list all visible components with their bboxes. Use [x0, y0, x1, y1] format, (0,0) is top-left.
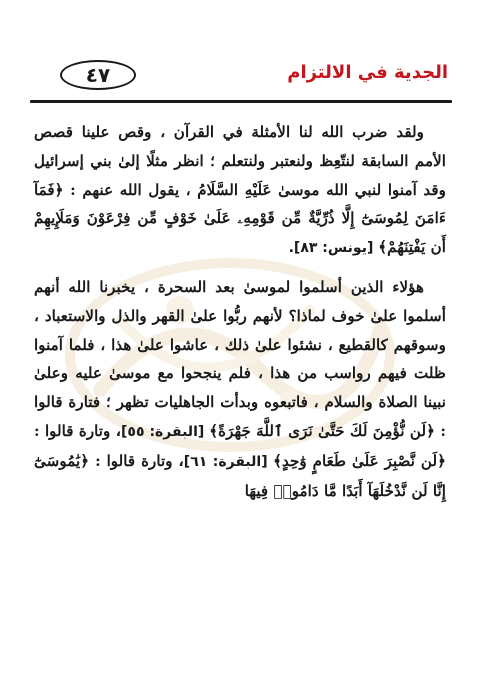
header-rule	[30, 100, 452, 103]
quran-verse-maidah-24: يَٰمُوسَىٰٓ إِنَّا لَن نَّدْخُلَهَآ أَبَدًا مَّا دَامُوا۟ فِيهَا	[34, 451, 446, 500]
body-text	[34, 118, 446, 505]
verse-reference: [يونس: ٨٣].	[288, 240, 379, 257]
running-title: الجدية في الالتزام	[287, 62, 448, 83]
page-number: ٤٧	[60, 60, 136, 90]
quran-open-bracket: ﴿	[437, 451, 446, 470]
quran-open-bracket: ﴿	[80, 451, 90, 470]
paragraph-1	[34, 118, 446, 263]
quran-verse-baqarah-55: لَن نُّؤْمِنَ لَكَ حَتَّىٰ نَرَى ٱللَّهَ جَهْرَةً	[218, 421, 427, 440]
quran-open-bracket: ﴿	[426, 421, 436, 440]
quran-close-bracket: ﴾	[378, 238, 388, 257]
verse-reference: [البقرة: ٦١]،	[178, 453, 274, 470]
paragraph-2-text-2: وتارة قالوا :	[34, 421, 116, 440]
page-header	[30, 56, 452, 96]
paragraph-1-text: ولقد ضرب الله لنا الأمثلة في القرآن ، وقص علينا قصص الأمم السابقة لنتّعِظ ولنعتبر ولنتعلم ؛ انظر مثلًا إلىٰ بني إسرائيل وقد آمنوا لنبي الله موسىٰ عَلَيْهِ السَّلَامُ ، يقول الله عنهم :	[34, 123, 446, 199]
quran-verse-baqarah-61: لَن نَّصْبِرَ عَلَىٰ طَعَامٍ وَٰحِدٍ	[282, 451, 438, 470]
paragraph-2-text-3: وتارة قالوا :	[89, 451, 179, 470]
quran-verse-yunus-83: فَمَآ ءَامَنَ لِمُوسَىٰٓ إِلَّا ذُرِّيَّةٌ مِّن قَوْمِهِۦ عَلَىٰ خَوْفٍ مِّن فِرْعَوْنَ وَمَلَإِيهِمْ أَن يَفْتِنَهُمْ	[34, 180, 446, 257]
quran-close-bracket: ﴾	[209, 421, 219, 440]
verse-reference: [البقرة: ٥٥]،	[115, 423, 210, 440]
paragraph-2-text-1: هؤلاء الذين أسلموا لموسىٰ بعد السحرة ، يخبرنا الله أنهم أسلموا علىٰ خوف لماذا؟ لأنهم ربُّوا علىٰ القهر والذل والاستعباد ، وسوقهم كالقطيع ، نشئوا علىٰ ذلك ، عاشوا علىٰ هذا ، فلما آمنوا ظلت فيهم رواسب من هذا ، فلم ينجحوا مع موسىٰ عليه وعلىٰ نبينا الصلاة والسلام ، فاتبعوه وبدأت الجاهليات تظهر ؛ فتارة قالوا :	[34, 277, 446, 440]
paragraph-2	[34, 273, 446, 505]
quran-open-bracket: ﴿	[54, 180, 64, 199]
quran-close-bracket: ﴾	[273, 451, 282, 470]
